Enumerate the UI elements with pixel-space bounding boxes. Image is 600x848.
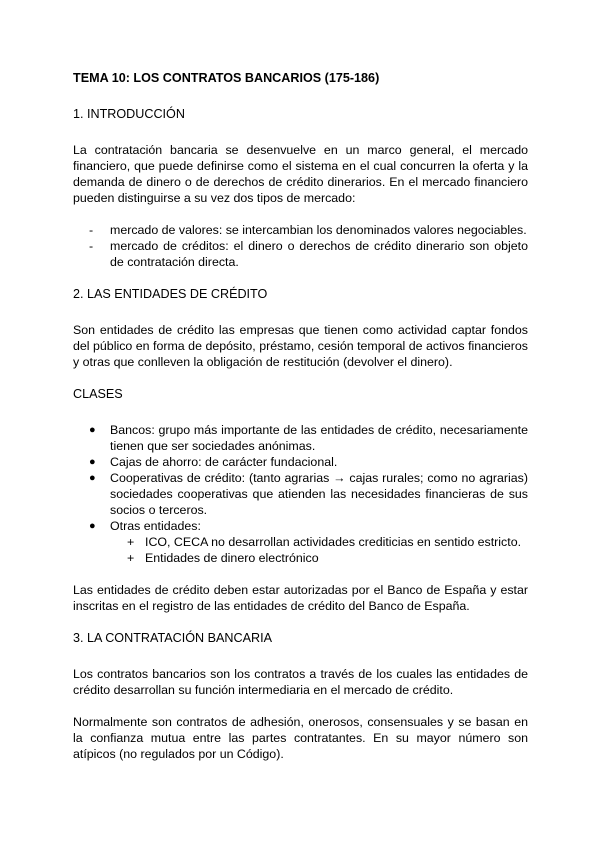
list-item-text: Cajas de ahorro: de carácter fundacional. [110,455,338,469]
paragraph: Los contratos bancarios son los contratos a través de los cuales las entidades de crédito desarrollan su función intermediaria en el mercado de crédito. [73,667,528,697]
plus-marker: + [127,535,135,549]
paragraph: Normalmente son contratos de adhesión, onerosos, consensuales y se basan en la confianza mutua entre las partes contratantes. En su mayor número son atípicos (no regulados por un Código). [73,715,528,761]
list-item [73,454,528,470]
dash-marker: - [89,239,94,253]
list-item-text: Otras entidades: [110,519,201,533]
bullet-icon: ● [89,520,96,532]
list-item [73,422,528,454]
list-item-text: mercado de créditos: el dinero o derechos de crédito dinerario son objeto de contratación directa. [110,239,528,269]
list-item-text: Bancos: grupo más importante de las entidades de crédito, necesariamente tienen que ser sociedades anónimas. [110,423,528,453]
section-heading-introduccion: 1. INTRODUCCIÓN [73,107,185,121]
list-item-text: Cooperativas de crédito: (tanto agrarias → cajas rurales; como no agrarias) sociedades cooperativas que atienden las necesidades financieras de sus socios o terceros. [110,471,528,517]
subheading-clases: CLASES [73,387,123,401]
bullet-icon: ● [89,456,96,468]
sub-list [110,534,528,566]
paragraph: La contratación bancaria se desenvuelve en un marco general, el mercado financiero, que puede definirse como el sistema en el cual concurren la oferta y la demanda de dinero o de derechos de crédito dinerarios. En el mercado financiero pueden distinguirse a su vez dos tipos de mercado: [73,143,528,205]
sub-list-item [73,534,528,550]
bullet-icon: ● [89,472,96,484]
sub-list-item [73,550,528,566]
bullet-icon: ● [89,424,96,436]
paragraph: Las entidades de crédito deben estar autorizadas por el Banco de España y estar inscritas en el registro de las entidades de crédito del Banco de España. [73,583,528,613]
sub-list-item-text: Entidades de dinero electrónico [145,551,319,565]
section-heading-contratacion: 3. LA CONTRATACIÓN BANCARIA [73,631,272,645]
list-item-text: mercado de valores: se intercambian los denominados valores negociables. [110,223,527,237]
sub-list-item-text: ICO, CECA no desarrollan actividades crediticias en sentido estricto. [145,535,522,549]
list-item [73,238,528,270]
section-heading-entidades: 2. LAS ENTIDADES DE CRÉDITO [73,287,268,301]
document-title: TEMA 10: LOS CONTRATOS BANCARIOS (175-186) [73,71,380,85]
paragraph: Son entidades de crédito las empresas que tienen como actividad captar fondos del público en forma de depósito, préstamo, cesión temporal de activos financieros y otras que conlleven la obligación de restitución (devolver el dinero). [73,323,528,369]
list-item [73,470,528,518]
list-item [73,222,528,238]
plus-marker: + [127,551,135,565]
document-page [73,70,528,778]
bullet-list [73,422,528,566]
dash-list [73,222,528,270]
dash-marker: - [89,223,94,237]
list-item [73,518,528,566]
